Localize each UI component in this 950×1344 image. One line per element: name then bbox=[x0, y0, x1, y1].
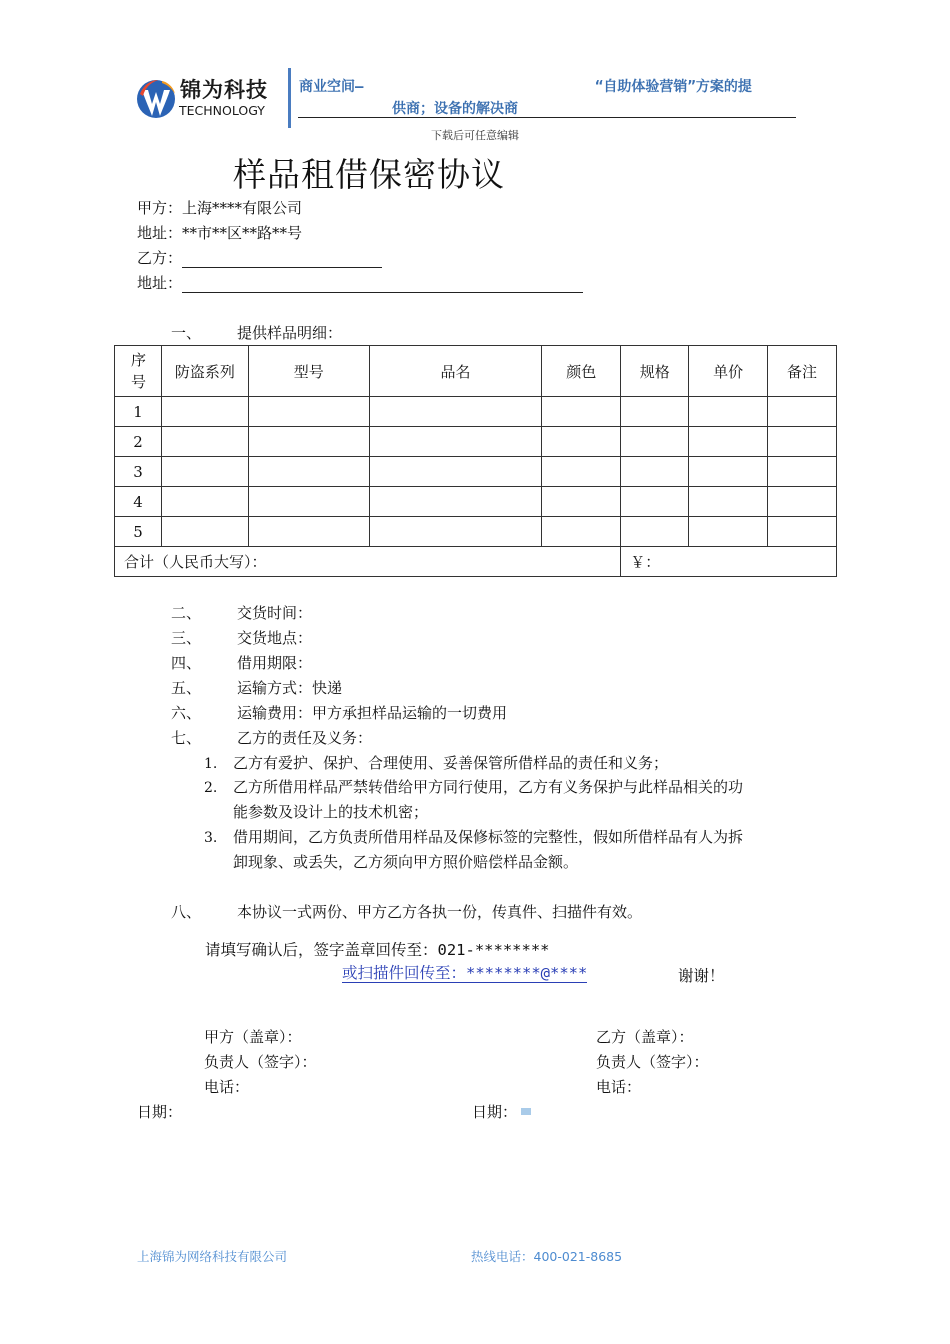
section-number: 六、 bbox=[171, 704, 202, 722]
table-cell[interactable] bbox=[248, 427, 369, 457]
table-row bbox=[115, 517, 837, 547]
section-5 bbox=[171, 678, 342, 698]
obligation-2 bbox=[204, 777, 743, 798]
date-field-marker bbox=[521, 1108, 531, 1115]
table-cell[interactable] bbox=[768, 457, 837, 487]
section-number: 二、 bbox=[171, 604, 202, 622]
date-left-label: 日期： bbox=[137, 1103, 183, 1121]
section-text: 运输方式：快递 bbox=[237, 679, 343, 697]
section-text: 交货时间： bbox=[237, 604, 313, 622]
party-b-signer-label: 负责人（签字）： bbox=[596, 1053, 709, 1071]
section-text: 本协议一式两份、甲方乙方各执一份，传真件、扫描件有效。 bbox=[237, 903, 643, 921]
header-slogan-2: “自助体验营销”方案的提 bbox=[595, 79, 752, 95]
table-header-cell: 防盗系列 bbox=[161, 346, 248, 397]
party-b-address-blank[interactable] bbox=[182, 278, 583, 293]
section-number: 八、 bbox=[171, 903, 202, 921]
table-cell[interactable] bbox=[248, 487, 369, 517]
scan-email-link[interactable]: 或扫描件回传至：********@**** bbox=[342, 964, 588, 982]
table-row bbox=[115, 397, 837, 427]
obligation-1 bbox=[204, 753, 668, 774]
table-row bbox=[115, 427, 837, 457]
section-1-label: 提供样品明细： bbox=[237, 324, 343, 342]
obligation-2-cont: 能参数及设计上的技术机密； bbox=[233, 803, 429, 821]
row-number: 1 bbox=[115, 397, 162, 427]
table-header-cell: 品名 bbox=[369, 346, 542, 397]
table-cell[interactable] bbox=[542, 487, 621, 517]
table-cell[interactable] bbox=[621, 427, 689, 457]
table-header-cell: 单价 bbox=[689, 346, 768, 397]
header-slogan-1: 商业空间— bbox=[299, 79, 364, 95]
table-cell[interactable] bbox=[161, 397, 248, 427]
table-cell[interactable] bbox=[542, 517, 621, 547]
table-total-row bbox=[115, 547, 837, 577]
obligation-text: 乙方有爱护、保护、合理使用、妥善保管所借样品的责任和义务； bbox=[233, 754, 669, 772]
table-cell[interactable] bbox=[689, 427, 768, 457]
table-cell[interactable] bbox=[689, 517, 768, 547]
table-header-cell: 规格 bbox=[621, 346, 689, 397]
table-header-cell: 颜色 bbox=[542, 346, 621, 397]
table-cell[interactable] bbox=[369, 517, 542, 547]
table-cell[interactable] bbox=[161, 517, 248, 547]
logo-emblem-icon bbox=[134, 72, 180, 126]
footer-company: 上海锦为网络科技有限公司 bbox=[137, 1249, 288, 1264]
party-b-phone-label: 电话： bbox=[596, 1078, 642, 1096]
table-cell[interactable] bbox=[161, 487, 248, 517]
row-number: 5 bbox=[115, 517, 162, 547]
party-a-name: 甲方：上海****有限公司 bbox=[137, 199, 303, 217]
table-cell[interactable] bbox=[369, 397, 542, 427]
header-rule bbox=[298, 117, 796, 118]
section-1-heading bbox=[171, 323, 342, 343]
section-text: 乙方的责任及义务： bbox=[237, 729, 373, 747]
table-cell[interactable] bbox=[161, 457, 248, 487]
currency-label[interactable]: ￥： bbox=[621, 547, 837, 577]
section-number: 四、 bbox=[171, 654, 202, 672]
section-number: 七、 bbox=[171, 729, 202, 747]
header-divider-bar bbox=[288, 68, 291, 128]
obligation-3-cont: 卸现象、或丢失，乙方须向甲方照价赔偿样品金额。 bbox=[233, 853, 579, 871]
table-cell[interactable] bbox=[768, 397, 837, 427]
section-4 bbox=[171, 653, 312, 673]
table-cell[interactable] bbox=[621, 457, 689, 487]
obligation-number: 2. bbox=[204, 780, 218, 796]
section-8 bbox=[171, 902, 642, 922]
section-text: 交货地点： bbox=[237, 629, 313, 647]
table-cell[interactable] bbox=[689, 487, 768, 517]
table-cell[interactable] bbox=[369, 427, 542, 457]
row-number: 3 bbox=[115, 457, 162, 487]
row-number: 4 bbox=[115, 487, 162, 517]
table-cell[interactable] bbox=[369, 457, 542, 487]
section-text: 借用期限： bbox=[237, 654, 313, 672]
company-logo bbox=[134, 72, 286, 126]
section-6 bbox=[171, 703, 507, 723]
section-text: 运输费用：甲方承担样品运输的一切费用 bbox=[237, 704, 508, 722]
party-b-seal-label: 乙方（盖章）： bbox=[596, 1028, 694, 1046]
edit-note: 下载后可任意编辑 bbox=[431, 129, 519, 142]
section-3 bbox=[171, 628, 312, 648]
table-cell[interactable] bbox=[768, 427, 837, 457]
table-cell[interactable] bbox=[621, 517, 689, 547]
table-cell[interactable] bbox=[248, 397, 369, 427]
table-cell[interactable] bbox=[542, 427, 621, 457]
party-a-phone-label: 电话： bbox=[204, 1078, 250, 1096]
section-1-number: 一、 bbox=[171, 324, 202, 342]
obligation-number: 3. bbox=[204, 830, 218, 846]
table-cell[interactable] bbox=[161, 427, 248, 457]
logo-english: TECHNOLOGY bbox=[179, 103, 265, 118]
obligation-number: 1. bbox=[204, 756, 218, 772]
section-2 bbox=[171, 603, 312, 623]
document-title: 样品租借保密协议 bbox=[233, 155, 505, 194]
table-cell[interactable] bbox=[621, 397, 689, 427]
party-a-seal-label: 甲方（盖章）： bbox=[204, 1028, 302, 1046]
table-cell[interactable] bbox=[768, 517, 837, 547]
section-number: 五、 bbox=[171, 679, 202, 697]
section-7 bbox=[171, 728, 372, 748]
table-cell[interactable] bbox=[248, 457, 369, 487]
table-cell[interactable] bbox=[248, 517, 369, 547]
footer-hotline: 热线电话：400-021-8685 bbox=[471, 1249, 623, 1264]
table-header-cell: 备注 bbox=[768, 346, 837, 397]
table-cell[interactable] bbox=[542, 397, 621, 427]
obligation-3 bbox=[204, 827, 743, 848]
party-b-row bbox=[137, 248, 382, 268]
fax-instruction: 请填写确认后，签字盖章回传至：021-******** bbox=[205, 941, 550, 959]
table-cell[interactable] bbox=[369, 487, 542, 517]
header-slogan-3: 供商；设备的解决商 bbox=[392, 101, 518, 117]
total-label[interactable]: 合计（人民币大写）： bbox=[115, 547, 621, 577]
party-b-address-row bbox=[137, 273, 583, 293]
party-b-label: 乙方： bbox=[137, 249, 183, 267]
table-header-row bbox=[115, 346, 837, 397]
party-b-blank[interactable] bbox=[182, 253, 382, 268]
date-right-label: 日期： bbox=[472, 1103, 518, 1121]
table-header-cell: 序号 bbox=[115, 346, 162, 397]
table-cell[interactable] bbox=[621, 487, 689, 517]
party-a-address: 地址：**市**区**路**号 bbox=[137, 224, 303, 242]
table-cell[interactable] bbox=[768, 487, 837, 517]
table-cell[interactable] bbox=[542, 457, 621, 487]
party-b-address-label: 地址： bbox=[137, 274, 183, 292]
sample-table bbox=[114, 345, 837, 577]
thanks-text: 谢谢！ bbox=[678, 967, 725, 985]
section-number: 三、 bbox=[171, 629, 202, 647]
obligation-text: 乙方所借用样品严禁转借给甲方同行使用，乙方有义务保护与此样品相关的功 bbox=[233, 778, 744, 796]
table-cell[interactable] bbox=[689, 457, 768, 487]
row-number: 2 bbox=[115, 427, 162, 457]
table-row bbox=[115, 457, 837, 487]
party-a-signer-label: 负责人（签字）： bbox=[204, 1053, 317, 1071]
table-cell[interactable] bbox=[689, 397, 768, 427]
table-header-cell: 型号 bbox=[248, 346, 369, 397]
obligation-text: 借用期间，乙方负责所借用样品及保修标签的完整性，假如所借样品有人为拆 bbox=[233, 828, 744, 846]
table-row bbox=[115, 487, 837, 517]
logo-name: 锦为科技 bbox=[180, 78, 268, 102]
